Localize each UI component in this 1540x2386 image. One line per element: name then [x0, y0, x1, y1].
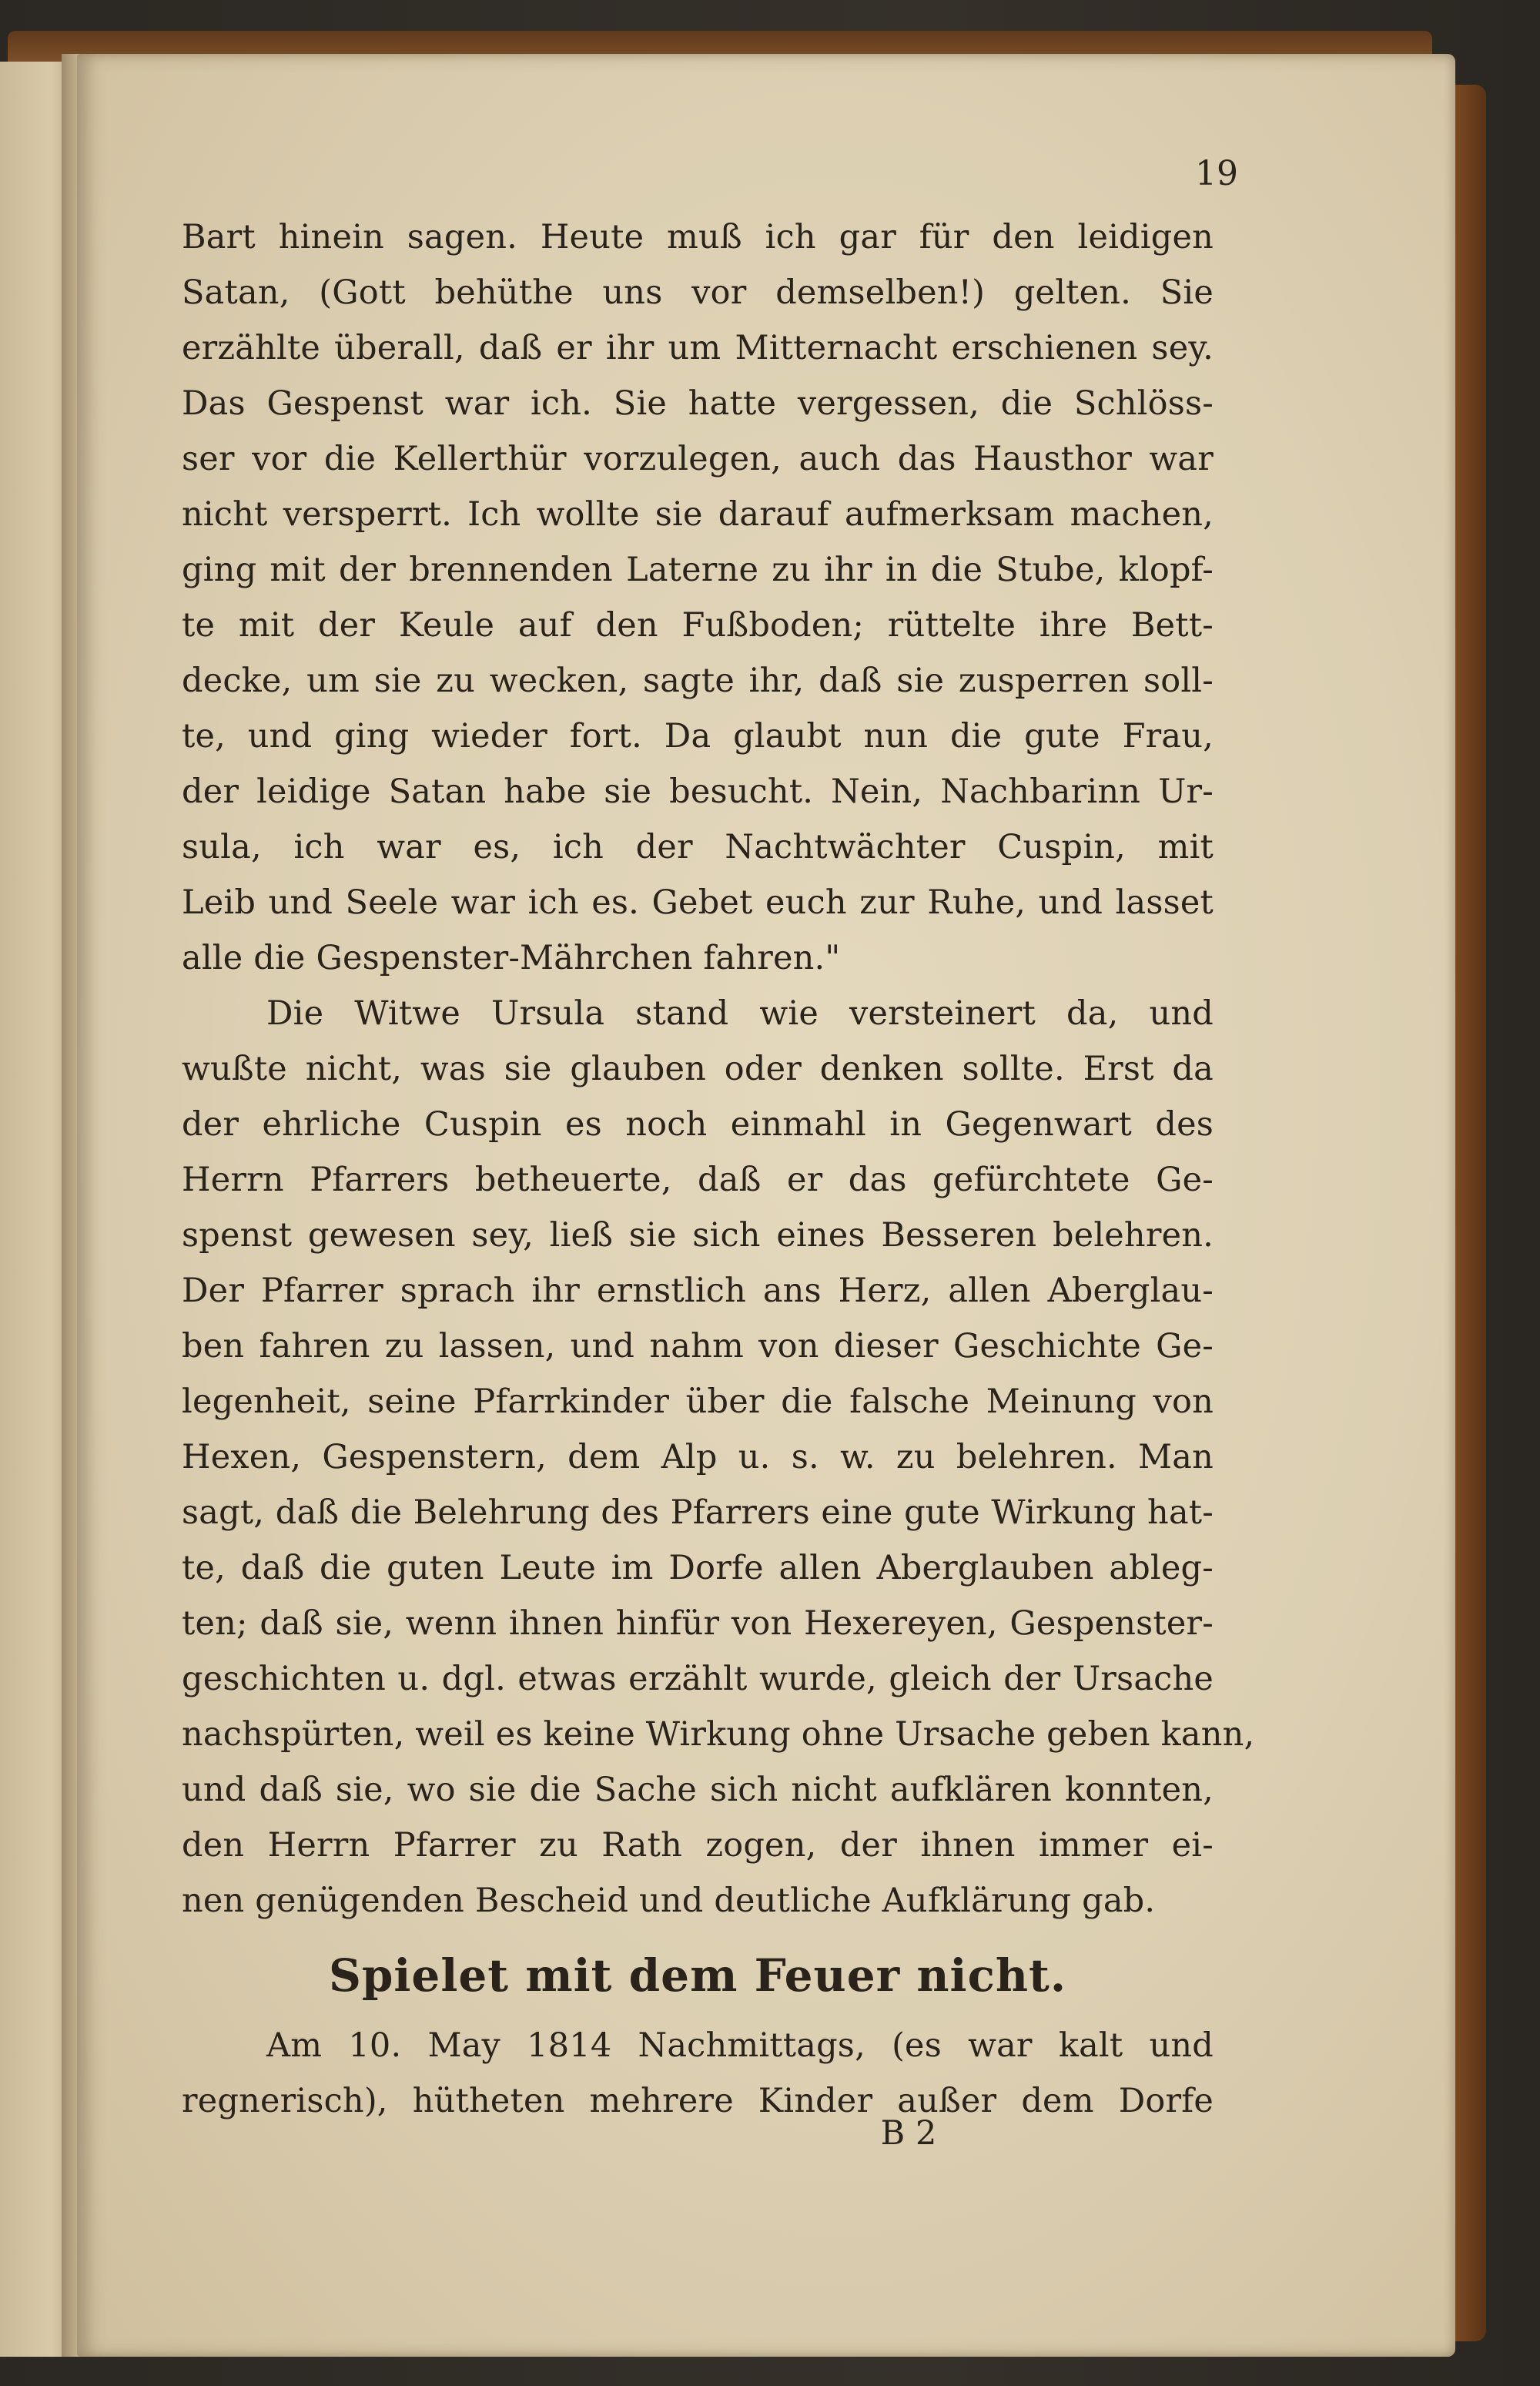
page-number: 19	[1195, 154, 1238, 193]
text-line: alle die Gespenster-Mährchen fahren."	[182, 939, 841, 977]
text-line: Hexen, Gespenstern, dem Alp u. s. w. zu belehren. Man	[182, 1438, 1214, 1476]
text-line: Am 10. May 1814 Nachmittags, (es war kalt und	[266, 2026, 1214, 2065]
text-line: ging mit der brennenden Laterne zu ihr in die Stube, klopf-	[182, 551, 1214, 589]
text-line: Satan, (Gott behüthe uns vor demselben!) gelten. Sie	[182, 273, 1214, 312]
text-line: Leib und Seele war ich es. Gebet euch zur Ruhe, und lasset	[182, 883, 1214, 922]
text-line: ser vor die Kellerthür vorzulegen, auch das Hausthor war	[182, 440, 1214, 478]
text-line: te, und ging wieder fort. Da glaubt nun die gute Frau,	[182, 717, 1214, 756]
text-line: nen genügenden Bescheid und deutliche Aufklärung gab.	[182, 1882, 1156, 1920]
section-heading: Spielet mit dem Feuer nicht.	[328, 1949, 1067, 2002]
paragraph-2	[182, 986, 1255, 1929]
text-line: legenheit, seine Pfarrkinder über die falsche Meinung von	[182, 1382, 1214, 1421]
text-line: Die Witwe Ursula stand wie versteinert da, und	[266, 994, 1214, 1033]
text-line: Herrn Pfarrers betheuerte, daß er das gefürchtete Ge-	[182, 1161, 1214, 1199]
printer-signature-mark: B 2	[880, 2114, 937, 2153]
text-line: nachspürten, weil es keine Wirkung ohne Ursache geben kann,	[182, 1715, 1255, 1754]
paragraph-3	[182, 2018, 1214, 2129]
text-line: te mit der Keule auf den Fußboden; rüttelte ihre Bett-	[182, 606, 1214, 645]
text-line: und daß sie, wo sie die Sache sich nicht aufklären konnten,	[182, 1771, 1214, 1809]
text-line: nicht versperrt. Ich wollte sie darauf aufmerksam machen,	[182, 495, 1214, 534]
text-line: sagt, daß die Belehrung des Pfarrers eine gute Wirkung hat-	[182, 1493, 1214, 1532]
text-line: den Herrn Pfarrer zu Rath zogen, der ihnen immer ei-	[182, 1826, 1214, 1865]
text-line: spenst gewesen sey, ließ sie sich eines Besseren belehren.	[182, 1216, 1214, 1255]
text-line: regnerisch), hütheten mehrere Kinder außer dem Dorfe	[182, 2082, 1214, 2120]
text-line: geschichten u. dgl. etwas erzählt wurde, gleich der Ursache	[182, 1660, 1214, 1698]
page-text	[182, 209, 1255, 2129]
text-line: erzählte überall, daß er ihr um Mitternacht erschienen sey.	[182, 329, 1214, 367]
text-line: ten; daß sie, wenn ihnen hinfür von Hexereyen, Gespenster-	[182, 1604, 1214, 1643]
text-line: decke, um sie zu wecken, sagte ihr, daß sie zusperren soll-	[182, 662, 1214, 700]
text-line: Bart hinein sagen. Heute muß ich gar für den leidigen	[182, 218, 1214, 256]
text-line: ben fahren zu lassen, und nahm von dieser Geschichte Ge-	[182, 1327, 1214, 1366]
text-line: wußte nicht, was sie glauben oder denken sollte. Erst da	[182, 1050, 1214, 1088]
text-line: Der Pfarrer sprach ihr ernstlich ans Herz, allen Aberglau-	[182, 1272, 1214, 1310]
text-line: der ehrliche Cuspin es noch einmahl in Gegenwart des	[182, 1105, 1214, 1144]
text-line: sula, ich war es, ich der Nachtwächter Cuspin, mit	[182, 828, 1214, 866]
text-line: der leidige Satan habe sie besucht. Nein, Nachbarinn Ur-	[182, 772, 1214, 811]
text-line: Das Gespenst war ich. Sie hatte vergessen, die Schlöss-	[182, 384, 1214, 423]
text-line: te, daß die guten Leute im Dorfe allen Aberglauben ableg-	[182, 1549, 1214, 1587]
paragraph-1	[182, 209, 1214, 986]
